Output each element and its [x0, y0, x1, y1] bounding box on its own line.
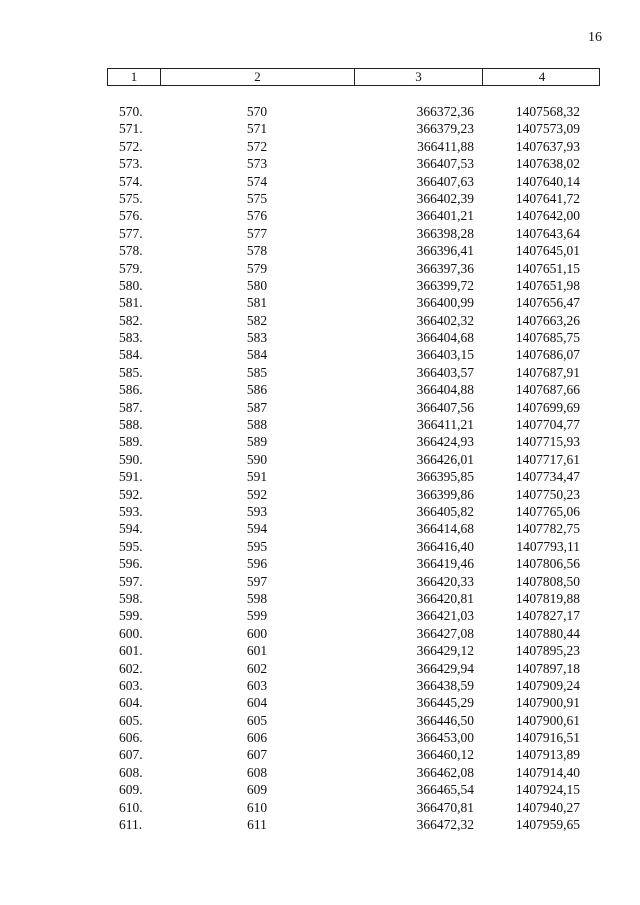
row-index-cell: 571. [119, 121, 143, 137]
row-index-cell: 573. [119, 156, 143, 172]
y-coordinate-cell: 1407641,72 [515, 190, 580, 206]
point-number-cell: 601 [246, 643, 268, 659]
table-row [107, 746, 600, 763]
x-coordinate-cell: 366396,41 [416, 243, 474, 259]
y-coordinate-cell: 1407717,61 [515, 451, 580, 467]
row-index-cell: 609. [119, 782, 143, 798]
table-row [107, 260, 600, 277]
x-coordinate-cell: 366470,81 [416, 799, 474, 815]
header-cell-3: 3 [355, 69, 483, 85]
table-row [107, 416, 600, 433]
row-index-cell: 601. [119, 643, 143, 659]
table-row [107, 555, 600, 572]
point-number-cell: 587 [246, 399, 268, 415]
x-coordinate-cell: 366399,86 [416, 486, 474, 502]
row-index-cell: 577. [119, 225, 143, 241]
table-row [107, 346, 600, 363]
point-number-cell: 594 [246, 521, 268, 537]
page-number: 16 [588, 30, 602, 45]
point-number-cell: 570 [246, 104, 268, 119]
row-index-cell: 588. [119, 417, 143, 433]
coordinate-table-body [107, 103, 600, 833]
row-index-cell: 606. [119, 730, 143, 746]
point-number-cell: 610 [246, 799, 268, 815]
y-coordinate-cell: 1407819,88 [515, 590, 580, 606]
y-coordinate-cell: 1407913,89 [515, 747, 580, 763]
x-coordinate-cell: 366395,85 [416, 469, 474, 485]
point-number-cell: 598 [246, 590, 268, 606]
x-coordinate-cell: 366421,03 [416, 608, 474, 624]
point-number-cell: 586 [246, 382, 268, 398]
x-coordinate-cell: 366460,12 [416, 747, 474, 763]
table-row [107, 190, 600, 207]
x-coordinate-cell: 366372,36 [416, 104, 474, 119]
row-index-cell: 584. [119, 347, 143, 363]
table-row [107, 660, 600, 677]
row-index-cell: 591. [119, 469, 143, 485]
y-coordinate-cell: 1407880,44 [515, 625, 580, 641]
y-coordinate-cell: 1407637,93 [515, 138, 580, 154]
row-index-cell: 582. [119, 312, 143, 328]
point-number-cell: 609 [246, 782, 268, 798]
y-coordinate-cell: 1407895,23 [515, 643, 580, 659]
x-coordinate-cell: 366411,21 [417, 417, 474, 433]
row-index-cell: 594. [119, 521, 143, 537]
point-number-cell: 593 [246, 503, 268, 519]
table-row [107, 799, 600, 816]
table-row [107, 764, 600, 781]
x-coordinate-cell: 366405,82 [416, 503, 474, 519]
table-row [107, 433, 600, 450]
table-row [107, 816, 600, 833]
row-index-cell: 570. [119, 104, 143, 119]
point-number-cell: 590 [246, 451, 268, 467]
table-row [107, 538, 600, 555]
point-number-cell: 581 [246, 295, 268, 311]
y-coordinate-cell: 1407808,50 [515, 573, 580, 589]
y-coordinate-cell: 1407765,06 [515, 503, 580, 519]
point-number-cell: 582 [246, 312, 268, 328]
table-row [107, 625, 600, 642]
table-row [107, 468, 600, 485]
header-cell-1: 1 [108, 69, 161, 85]
x-coordinate-cell: 366419,46 [416, 556, 474, 572]
table-row [107, 173, 600, 190]
row-index-cell: 589. [119, 434, 143, 450]
y-coordinate-cell: 1407687,66 [515, 382, 580, 398]
y-coordinate-cell: 1407782,75 [515, 521, 580, 537]
y-coordinate-cell: 1407959,65 [515, 817, 580, 833]
point-number-cell: 589 [246, 434, 268, 450]
point-number-cell: 584 [246, 347, 268, 363]
table-row [107, 381, 600, 398]
x-coordinate-cell: 366416,40 [416, 538, 474, 554]
y-coordinate-cell: 1407900,91 [515, 695, 580, 711]
row-index-cell: 596. [119, 556, 143, 572]
y-coordinate-cell: 1407645,01 [515, 243, 580, 259]
table-row [107, 364, 600, 381]
point-number-cell: 599 [246, 608, 268, 624]
table-row [107, 312, 600, 329]
row-index-cell: 580. [119, 277, 143, 293]
table-row [107, 590, 600, 607]
point-number-cell: 575 [246, 190, 268, 206]
table-row [107, 520, 600, 537]
point-number-cell: 579 [246, 260, 268, 276]
x-coordinate-cell: 366407,53 [416, 156, 474, 172]
table-row [107, 294, 600, 311]
y-coordinate-cell: 1407663,26 [515, 312, 580, 328]
y-coordinate-cell: 1407793,11 [516, 538, 580, 554]
table-row [107, 277, 600, 294]
y-coordinate-cell: 1407909,24 [515, 677, 580, 693]
row-index-cell: 590. [119, 451, 143, 467]
point-number-cell: 585 [246, 364, 268, 380]
row-index-cell: 592. [119, 486, 143, 502]
y-coordinate-cell: 1407686,07 [515, 347, 580, 363]
y-coordinate-cell: 1407916,51 [515, 730, 580, 746]
point-number-cell: 596 [246, 556, 268, 572]
table-row [107, 103, 600, 120]
x-coordinate-cell: 366402,32 [416, 312, 474, 328]
point-number-cell: 577 [246, 225, 268, 241]
table-row [107, 694, 600, 711]
x-coordinate-cell: 366427,08 [416, 625, 474, 641]
table-row [107, 120, 600, 137]
y-coordinate-cell: 1407734,47 [515, 469, 580, 485]
point-number-cell: 574 [246, 173, 268, 189]
row-index-cell: 604. [119, 695, 143, 711]
y-coordinate-cell: 1407704,77 [515, 417, 580, 433]
row-index-cell: 574. [119, 173, 143, 189]
x-coordinate-cell: 366402,39 [416, 190, 474, 206]
row-index-cell: 576. [119, 208, 143, 224]
row-index-cell: 579. [119, 260, 143, 276]
y-coordinate-cell: 1407643,64 [515, 225, 580, 241]
y-coordinate-cell: 1407900,61 [515, 712, 580, 728]
y-coordinate-cell: 1407827,17 [515, 608, 580, 624]
row-index-cell: 597. [119, 573, 143, 589]
y-coordinate-cell: 1407924,15 [515, 782, 580, 798]
x-coordinate-cell: 366438,59 [416, 677, 474, 693]
row-index-cell: 611. [119, 817, 143, 833]
point-number-cell: 595 [246, 538, 268, 554]
point-number-cell: 607 [246, 747, 268, 763]
y-coordinate-cell: 1407687,91 [515, 364, 580, 380]
point-number-cell: 603 [246, 677, 268, 693]
x-coordinate-cell: 366429,12 [416, 643, 474, 659]
header-cell-2: 2 [161, 69, 355, 85]
x-coordinate-cell: 366404,88 [416, 382, 474, 398]
row-index-cell: 581. [119, 295, 143, 311]
table-row [107, 486, 600, 503]
row-index-cell: 595. [119, 538, 143, 554]
y-coordinate-cell: 1407568,32 [515, 104, 580, 119]
point-number-cell: 578 [246, 243, 268, 259]
x-coordinate-cell: 366407,56 [416, 399, 474, 415]
point-number-cell: 605 [246, 712, 268, 728]
point-number-cell: 600 [246, 625, 268, 641]
row-index-cell: 593. [119, 503, 143, 519]
x-coordinate-cell: 366424,93 [416, 434, 474, 450]
x-coordinate-cell: 366397,36 [416, 260, 474, 276]
x-coordinate-cell: 366462,08 [416, 764, 474, 780]
y-coordinate-cell: 1407651,98 [515, 277, 580, 293]
point-number-cell: 573 [246, 156, 268, 172]
row-index-cell: 583. [119, 330, 143, 346]
table-header [107, 68, 600, 86]
table-row [107, 712, 600, 729]
x-coordinate-cell: 366398,28 [416, 225, 474, 241]
point-number-cell: 571 [246, 121, 268, 137]
point-number-cell: 583 [246, 330, 268, 346]
table-row [107, 329, 600, 346]
x-coordinate-cell: 366403,57 [416, 364, 474, 380]
y-coordinate-cell: 1407750,23 [515, 486, 580, 502]
table-row [107, 573, 600, 590]
y-coordinate-cell: 1407640,14 [515, 173, 580, 189]
point-number-cell: 602 [246, 660, 268, 676]
row-index-cell: 602. [119, 660, 143, 676]
table-row [107, 207, 600, 224]
point-number-cell: 597 [246, 573, 268, 589]
header-cell-4: 4 [538, 69, 546, 84]
x-coordinate-cell: 366420,33 [416, 573, 474, 589]
row-index-cell: 598. [119, 590, 143, 606]
y-coordinate-cell: 1407914,40 [515, 764, 580, 780]
x-coordinate-cell: 366403,15 [416, 347, 474, 363]
x-coordinate-cell: 366420,81 [416, 590, 474, 606]
point-number-cell: 580 [246, 277, 268, 293]
row-index-cell: 599. [119, 608, 143, 624]
y-coordinate-cell: 1407642,00 [515, 208, 580, 224]
table-row [107, 729, 600, 746]
table-row [107, 677, 600, 694]
x-coordinate-cell: 366414,68 [416, 521, 474, 537]
row-index-cell: 586. [119, 382, 143, 398]
point-number-cell: 608 [246, 764, 268, 780]
row-index-cell: 610. [119, 799, 143, 815]
x-coordinate-cell: 366465,54 [416, 782, 474, 798]
x-coordinate-cell: 366445,29 [416, 695, 474, 711]
table-row [107, 138, 600, 155]
point-number-cell: 592 [246, 486, 268, 502]
point-number-cell: 611 [247, 817, 267, 833]
row-index-cell: 608. [119, 764, 143, 780]
point-number-cell: 591 [246, 469, 268, 485]
x-coordinate-cell: 366407,63 [416, 173, 474, 189]
x-coordinate-cell: 366472,32 [416, 817, 474, 833]
table-row [107, 503, 600, 520]
point-number-cell: 576 [246, 208, 268, 224]
y-coordinate-cell: 1407715,93 [515, 434, 580, 450]
row-index-cell: 600. [119, 625, 143, 641]
x-coordinate-cell: 366401,21 [416, 208, 474, 224]
y-coordinate-cell: 1407638,02 [515, 156, 580, 172]
x-coordinate-cell: 366400,99 [416, 295, 474, 311]
y-coordinate-cell: 1407573,09 [515, 121, 580, 137]
row-index-cell: 603. [119, 677, 143, 693]
point-number-cell: 604 [246, 695, 268, 711]
y-coordinate-cell: 1407699,69 [515, 399, 580, 415]
table-row [107, 642, 600, 659]
y-coordinate-cell: 1407656,47 [515, 295, 580, 311]
row-index-cell: 575. [119, 190, 143, 206]
table-row [107, 607, 600, 624]
row-index-cell: 607. [119, 747, 143, 763]
x-coordinate-cell: 366453,00 [416, 730, 474, 746]
row-index-cell: 585. [119, 364, 143, 380]
row-index-cell: 605. [119, 712, 143, 728]
x-coordinate-cell: 366379,23 [416, 121, 474, 137]
table-row [107, 242, 600, 259]
table-row [107, 155, 600, 172]
point-number-cell: 606 [246, 730, 268, 746]
y-coordinate-cell: 1407806,56 [515, 556, 580, 572]
x-coordinate-cell: 366411,88 [417, 138, 474, 154]
table-row [107, 225, 600, 242]
x-coordinate-cell: 366399,72 [416, 277, 474, 293]
y-coordinate-cell: 1407651,15 [515, 260, 580, 276]
x-coordinate-cell: 366426,01 [416, 451, 474, 467]
table-row [107, 399, 600, 416]
x-coordinate-cell: 366404,68 [416, 330, 474, 346]
y-coordinate-cell: 1407685,75 [515, 330, 580, 346]
x-coordinate-cell: 366446,50 [416, 712, 474, 728]
table-row [107, 781, 600, 798]
point-number-cell: 572 [246, 138, 268, 154]
x-coordinate-cell: 366429,94 [416, 660, 474, 676]
row-index-cell: 587. [119, 399, 143, 415]
point-number-cell: 588 [246, 417, 268, 433]
row-index-cell: 578. [119, 243, 143, 259]
y-coordinate-cell: 1407940,27 [515, 799, 580, 815]
y-coordinate-cell: 1407897,18 [515, 660, 580, 676]
row-index-cell: 572. [119, 138, 143, 154]
table-row [107, 451, 600, 468]
